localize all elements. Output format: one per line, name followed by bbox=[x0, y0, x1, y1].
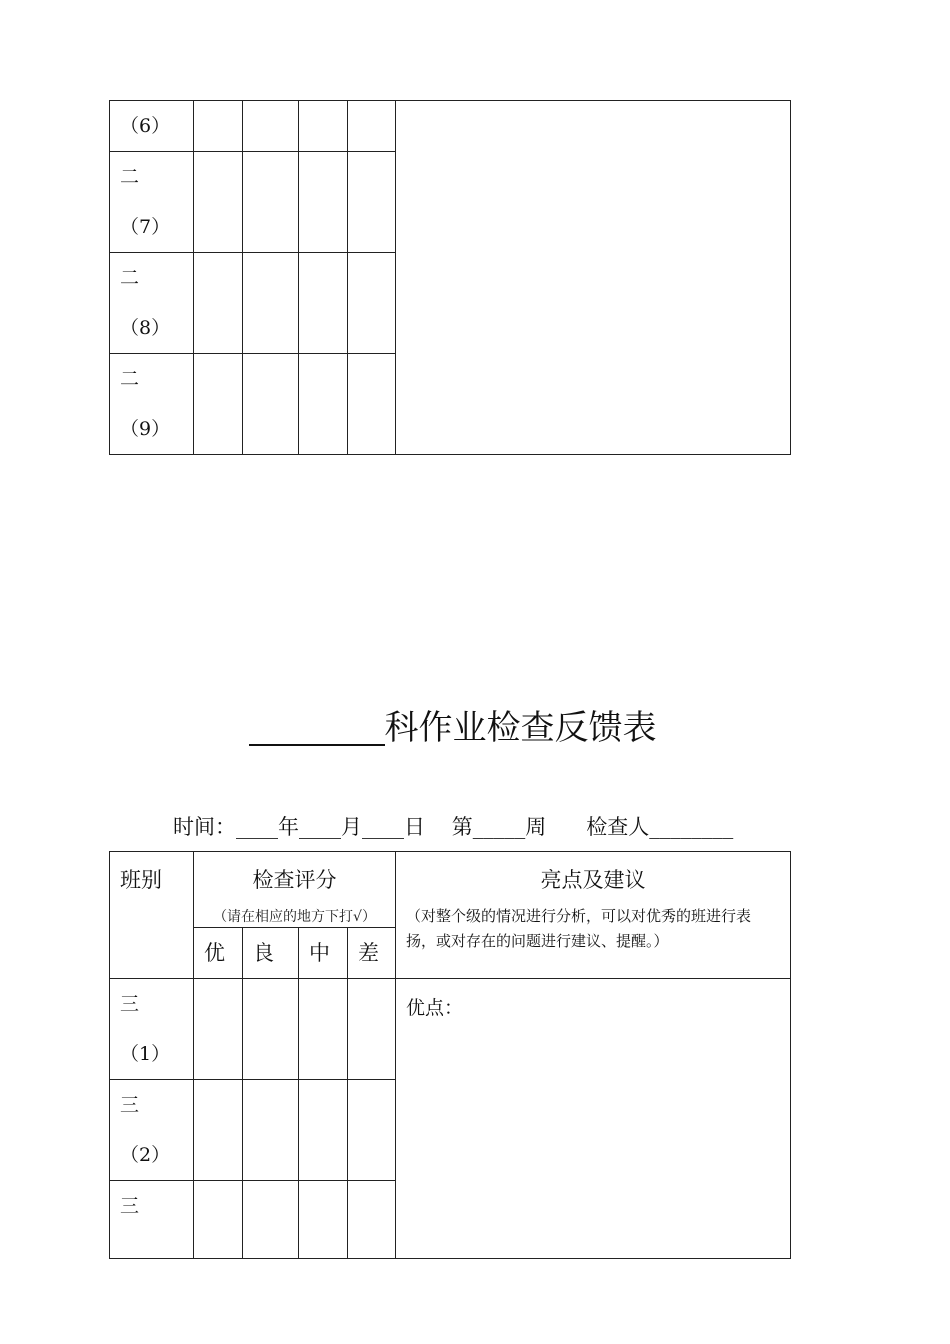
grade-cell[interactable] bbox=[348, 101, 396, 152]
grade-cell[interactable] bbox=[243, 1181, 299, 1259]
grade-cell[interactable] bbox=[243, 152, 299, 253]
score-header-label: 检查评分 bbox=[252, 868, 337, 892]
grade-cell[interactable] bbox=[299, 1181, 348, 1259]
score-header-note: （请在相应的地方下打√） bbox=[213, 909, 376, 925]
grade-cell[interactable] bbox=[243, 1080, 299, 1181]
table-row bbox=[110, 101, 791, 152]
class-grade: 三 bbox=[120, 993, 140, 1015]
meta-line: 时间：____年____月____日 第_____周 检查人________ bbox=[173, 815, 734, 839]
class-grade: 二 bbox=[120, 166, 140, 188]
class-grade: 三 bbox=[120, 1195, 140, 1217]
grade-cell[interactable] bbox=[194, 1181, 243, 1259]
grade-cell[interactable] bbox=[348, 1080, 396, 1181]
grade-cell[interactable] bbox=[348, 253, 396, 354]
subject-blank[interactable] bbox=[249, 706, 385, 746]
grade-cell[interactable] bbox=[194, 354, 243, 455]
class-grade: 二 bbox=[120, 267, 140, 289]
grade-cell[interactable] bbox=[299, 979, 348, 1080]
grade-excellent: 优 bbox=[194, 928, 243, 979]
class-number: （6） bbox=[120, 115, 171, 137]
grade-cell[interactable] bbox=[348, 1181, 396, 1259]
class-cell bbox=[110, 101, 194, 152]
class-number: （9） bbox=[120, 418, 171, 440]
class-number: （1） bbox=[120, 1043, 171, 1065]
suggestion-header bbox=[396, 852, 791, 979]
grade-cell[interactable] bbox=[299, 101, 348, 152]
grade-cell[interactable] bbox=[194, 1080, 243, 1181]
class-cell bbox=[110, 354, 194, 455]
grade-cell[interactable] bbox=[194, 979, 243, 1080]
grade-cell[interactable] bbox=[243, 979, 299, 1080]
grade-cell[interactable] bbox=[299, 152, 348, 253]
grade-cell[interactable] bbox=[243, 354, 299, 455]
grade-cell[interactable] bbox=[194, 152, 243, 253]
class-grade: 三 bbox=[120, 1094, 140, 1116]
grade-average: 中 bbox=[299, 928, 348, 979]
grade-cell[interactable] bbox=[299, 253, 348, 354]
score-header bbox=[194, 852, 396, 928]
suggestion-header-note: （对整个级的情况进行分析，可以对优秀的班进行表扬，或对存在的问题进行建议、提醒。） bbox=[406, 907, 752, 950]
grade-cell[interactable] bbox=[348, 354, 396, 455]
form-title bbox=[0, 704, 905, 752]
grade-good: 良 bbox=[243, 928, 299, 979]
suggestion-cell[interactable] bbox=[396, 101, 791, 455]
class-cell bbox=[110, 979, 194, 1080]
grade-cell[interactable] bbox=[348, 979, 396, 1080]
grade-cell[interactable] bbox=[299, 354, 348, 455]
suggestion-cell[interactable] bbox=[396, 979, 791, 1259]
class-cell bbox=[110, 1080, 194, 1181]
top-check-table bbox=[109, 100, 791, 455]
table-row bbox=[110, 979, 791, 1080]
class-grade: 二 bbox=[120, 368, 140, 390]
grade-cell[interactable] bbox=[194, 101, 243, 152]
grade-cell[interactable] bbox=[243, 253, 299, 354]
check-feedback-table bbox=[109, 851, 791, 1259]
class-number: （8） bbox=[120, 317, 171, 339]
merits-label: 优点： bbox=[406, 997, 464, 1019]
title-text: 科作业检查反馈表 bbox=[384, 708, 657, 748]
grade-cell[interactable] bbox=[299, 1080, 348, 1181]
grade-poor: 差 bbox=[348, 928, 396, 979]
grade-cell[interactable] bbox=[348, 152, 396, 253]
grade-cell[interactable] bbox=[243, 101, 299, 152]
suggestion-header-label: 亮点及建议 bbox=[540, 868, 646, 892]
class-number: （2） bbox=[120, 1144, 171, 1166]
grade-cell[interactable] bbox=[194, 253, 243, 354]
class-number: （7） bbox=[120, 216, 171, 238]
class-header: 班别 bbox=[110, 852, 194, 979]
class-cell bbox=[110, 1181, 194, 1259]
class-cell bbox=[110, 253, 194, 354]
class-cell bbox=[110, 152, 194, 253]
header-row bbox=[110, 852, 791, 928]
